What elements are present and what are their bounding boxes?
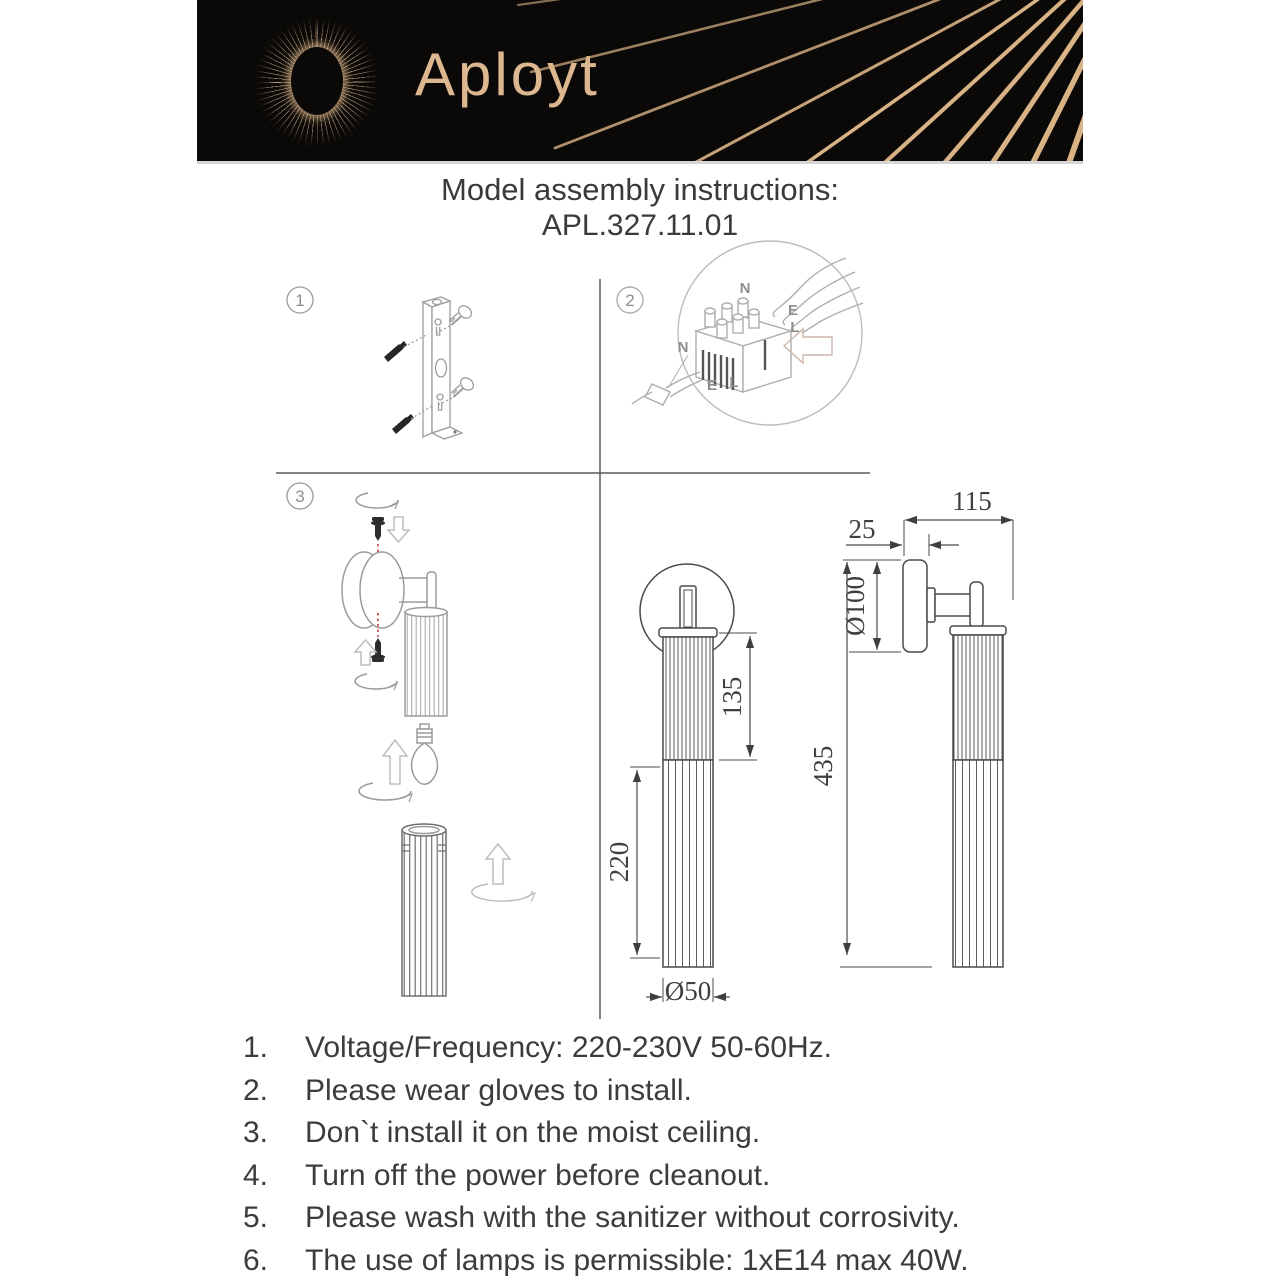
front-view-drawing xyxy=(604,564,757,1006)
step2-wiring-diagram xyxy=(617,241,863,425)
dim-plate-diameter: Ø100 xyxy=(840,576,870,636)
step2-number: 2 xyxy=(625,291,635,310)
step1-number: 1 xyxy=(295,291,305,310)
fixing-screw-icon xyxy=(371,517,385,541)
item-text: Voltage/Frequency: 220-230V 50-60Hz. xyxy=(305,1031,833,1064)
dim-total-height: 435 xyxy=(808,745,838,787)
item-text: The use of lamps is permissible: 1xE14 max 40W. xyxy=(305,1243,969,1277)
item-text: Don`t install it on the moist ceiling. xyxy=(305,1116,761,1149)
list-item xyxy=(0,1070,1280,1113)
list-item xyxy=(0,1155,1280,1198)
step3-exploded-diagram xyxy=(287,483,535,996)
model-code: APL.327.11.01 xyxy=(541,209,739,242)
down-arrow-icon xyxy=(388,517,409,542)
item-number: 3. xyxy=(243,1116,269,1149)
dim-width-115: 115 xyxy=(952,486,992,516)
wiring-label-n-top: N xyxy=(739,280,751,297)
step3-number: 3 xyxy=(295,487,305,506)
dim-lower-220: 220 xyxy=(604,841,634,883)
dim-upper-135: 135 xyxy=(717,676,747,718)
starburst-center xyxy=(291,47,343,115)
brand-name: Aployt xyxy=(415,41,600,108)
up-arrow-icon xyxy=(486,844,510,884)
item-number: 1. xyxy=(243,1031,269,1064)
instruction-list xyxy=(0,1027,1280,1280)
item-number: 6. xyxy=(243,1243,269,1277)
dim-tube-diameter: Ø50 xyxy=(664,976,712,1006)
wiring-label-e-right: E xyxy=(787,302,799,319)
step1-bracket-diagram xyxy=(287,287,476,439)
list-item xyxy=(0,1240,1280,1280)
page-title: Model assembly instructions: xyxy=(441,172,839,207)
wiring-label-l-right: L xyxy=(790,319,800,336)
up-arrow-icon xyxy=(383,740,407,784)
item-text: Turn off the power before cleanout. xyxy=(305,1158,771,1192)
item-number: 5. xyxy=(243,1201,269,1234)
list-item xyxy=(0,1197,1280,1240)
item-number: 4. xyxy=(243,1158,269,1192)
list-item xyxy=(0,1112,1280,1155)
e14-bulb-icon xyxy=(412,724,438,784)
wiring-label-n-left: N xyxy=(677,339,689,356)
item-number: 2. xyxy=(243,1073,269,1107)
wall-anchor-icon xyxy=(384,341,414,434)
wiring-label-l-bottom: L xyxy=(729,374,739,391)
item-text: Please wash with the sanitizer without corrosivity. xyxy=(305,1201,960,1234)
wiring-label-e-bottom: E xyxy=(706,377,718,394)
list-item xyxy=(0,1027,1280,1070)
dim-depth-25: 25 xyxy=(848,514,876,544)
side-view-drawing xyxy=(808,486,1013,967)
item-text: Please wear gloves to install. xyxy=(305,1073,692,1107)
